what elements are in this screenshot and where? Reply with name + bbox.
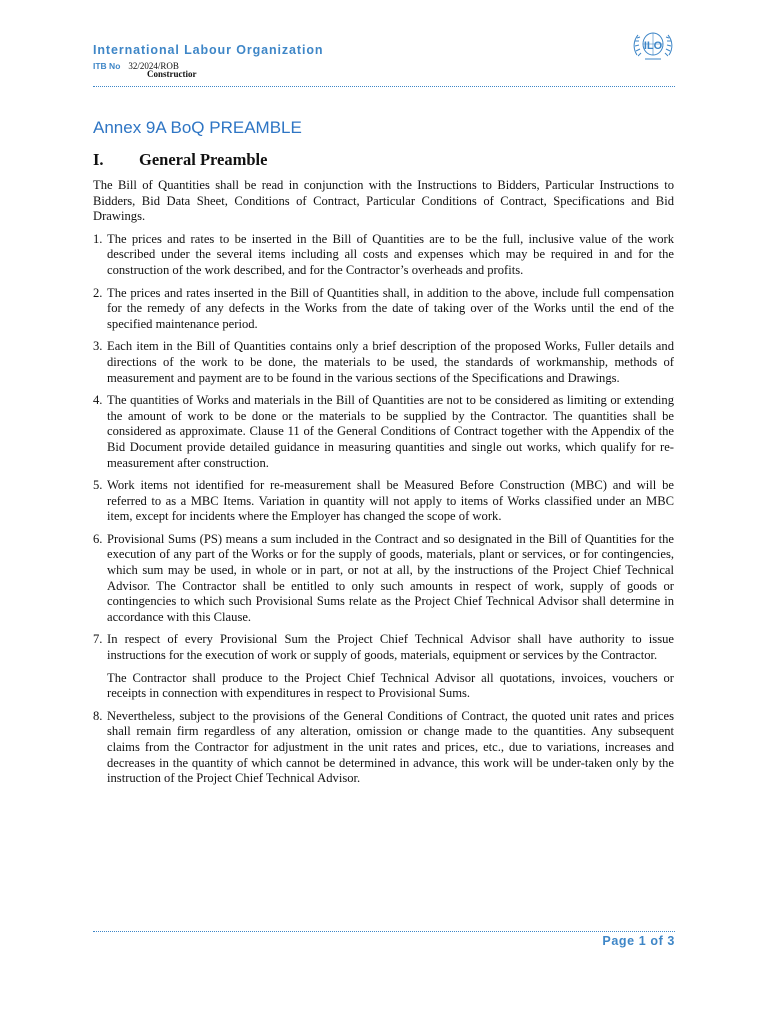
list-item [93,232,674,279]
logo-text: ILO [643,40,663,52]
item-number: 7. [93,632,103,647]
intro-paragraph: The Bill of Quantities shall be read in conjunction with the Instructions to Bidders, Particular Instructions to Bidders, Bid Data Sheet, Conditions of Contract, Particular Conditions of Contract, Specifications and Bid Drawings. [93,178,674,224]
itb-number: 32/2024/ROB [128,61,179,71]
list-item [93,286,674,333]
header-divider [93,86,675,87]
item-number: 6. [93,531,103,546]
numbered-list [93,232,674,787]
list-item [93,709,674,787]
list-item [93,532,674,626]
list-item [93,478,674,525]
item-text: In respect of every Provisional Sum the Project Chief Technical Advisor shall have authority to issue instructions for the execution of work or supply of goods, materials, equipment or services by the Contractor. [107,632,674,663]
item-number: 5. [93,478,103,493]
item-number: 4. [93,393,103,408]
item-number: 8. [93,708,103,723]
section-title: General Preamble [139,150,268,169]
item-number: 2. [93,285,103,300]
item-text: Provisional Sums (PS) means a sum included in the Contract and so designated in the Bill of Quantities for the execution of any part of the Works or for the supply of goods, materials, plant or services, or for contingencies, which sum may be used, in whole or in part, or not at all, by the instructions of the Project Chief Technical Advisor. The Contractor shall be entitled to only such amounts in respect of work, supply of goods or contingencies to which such Provisional Sums relate as the Project Chief Technical Advisor shall determine in accordance with this Clause. [107,531,674,624]
item-text: The prices and rates to be inserted in the Bill of Quantities are to be the full, inclusive value of the work described under the several items including all costs and expenses which may be required in and for the construction of the work described, and for the Contractor’s overheads and profits. [107,231,674,277]
document-body [93,178,674,794]
section-number: I. [93,150,104,169]
item-text: The prices and rates inserted in the Bill of Quantities shall, in addition to the above, include full compensation for the remedy of any defects in the Works from the date of taking over of the Works until the end of the specified maintenance period. [107,285,674,331]
item-text: Nevertheless, subject to the provisions of the General Conditions of Contract, the quoted unit rates and prices shall remain firm regardless of any alteration, omission or change made to the quantities. Any subsequent claims from the Contractor for adjustment in the unit rates and prices, etc., due to variations, increases and decreases in the quantity of which cannot be determined in advance, this work will be under-taken only by the instruction of the Project Chief Technical Advisor. [107,708,674,786]
item-number: 3. [93,339,103,354]
list-item [93,339,674,386]
list-item [93,632,674,701]
document-title: Annex 9A BoQ PREAMBLE [93,118,302,137]
item-text: The quantities of Works and materials in the Bill of Quantities are not to be considered as limiting or extending the amount of work to be done or the materials to be supplied by the Contractor. The quantities shall be considered as approximate. Clause 11 of the General Conditions of Contract together with the Appendix of the Bid Document provide detailed guidance in measuring quantities and single out works, which qualify for re-measurement after construction. [107,393,674,470]
page-number: Page 1 of 3 [602,934,675,948]
item-extra-text: The Contractor shall produce to the Project Chief Technical Advisor all quotations, invoices, vouchers or receipts in connection with expenditures in respect to Provisional Sums. [107,670,674,701]
page-header [93,40,675,88]
footer-divider [93,931,675,932]
item-number: 1. [93,231,103,246]
organization-name: International Labour Organization [93,43,324,57]
item-text: Each item in the Bill of Quantities contains only a brief description of the proposed Works, Fuller details and directions of the work to be done, the materials to be used, the standards of workmanship, methods of measurement and payment are to be found in the various sections of the Specifications and Drawings. [107,339,674,385]
itb-label: ITB No [93,61,121,71]
itb-subtitle: Constructior [147,69,197,79]
ilo-logo-icon [631,29,675,65]
list-item [93,393,674,471]
item-text: Work items not identified for re-measurement shall be Measured Before Construction (MBC) and will be referred to as a MBC Items. Variation in quantity will not apply to items of Works classified under an MBC item, except for incidents where the Employer has changed the scope of work. [107,478,674,524]
section-heading [93,150,267,170]
